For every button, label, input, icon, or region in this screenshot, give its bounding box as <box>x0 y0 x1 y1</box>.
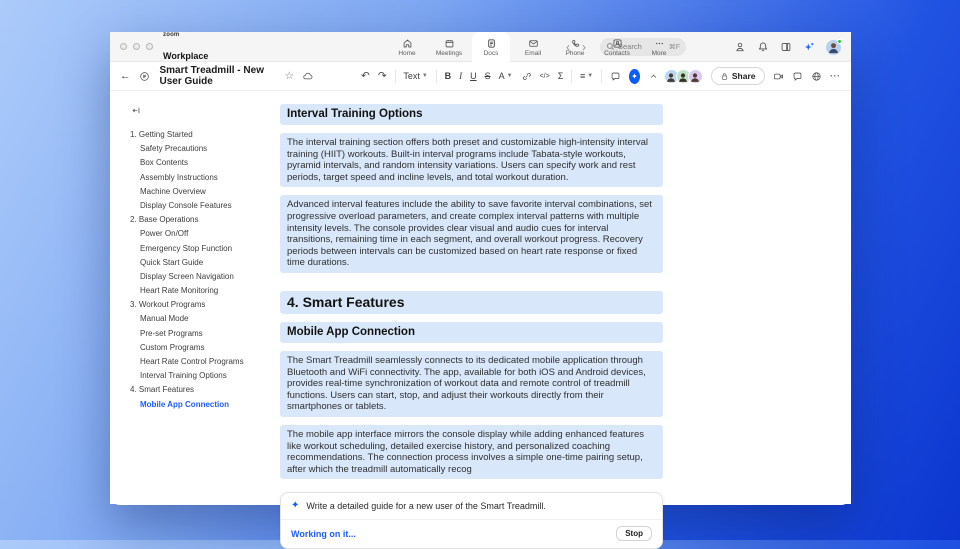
ai-status-row <box>281 520 662 548</box>
doc-toolbar <box>110 62 851 91</box>
more-dots-icon <box>654 38 665 49</box>
sidebar-item[interactable]: 1. Getting Started <box>130 130 193 139</box>
collapse-left-icon <box>130 105 141 116</box>
sidebar-item[interactable]: Heart Rate Monitoring <box>140 286 219 296</box>
chevron-down-icon: ▼ <box>506 73 513 79</box>
side-panel-icon[interactable] <box>780 41 792 53</box>
nav-tab-home[interactable] <box>388 32 426 62</box>
document-icon <box>486 38 497 49</box>
table-of-contents <box>110 91 280 504</box>
toolbar-divider <box>436 70 437 83</box>
text-color-label: A <box>498 70 505 81</box>
logo-workplace-text: Workplace <box>163 51 209 61</box>
home-icon <box>402 38 413 49</box>
nav-tab-meetings[interactable] <box>430 32 468 62</box>
align-icon: ≡ <box>580 70 586 81</box>
toolbar-divider <box>395 70 396 83</box>
share-label: Share <box>731 71 756 81</box>
underline-button[interactable]: U <box>470 70 477 81</box>
text-color-dropdown[interactable] <box>499 72 513 81</box>
sidebar-item[interactable]: Emergency Stop Function <box>140 243 233 253</box>
doc-heading[interactable]: Interval Training Options <box>280 104 663 125</box>
contacts-icon <box>612 38 623 49</box>
collapse-toolbar-icon[interactable] <box>648 71 659 82</box>
sidebar-item[interactable]: Pre-set Programs <box>140 328 203 338</box>
undo-redo-group <box>361 71 387 82</box>
italic-button[interactable]: I <box>459 70 463 81</box>
collapse-sidebar-button[interactable] <box>130 103 280 121</box>
redo-icon[interactable]: ↷ <box>377 69 387 82</box>
sidebar-item[interactable]: Manual Mode <box>140 314 189 324</box>
sidebar-item[interactable]: Display Screen Navigation <box>140 271 234 281</box>
ai-companion-sparkle-icon[interactable] <box>803 41 815 53</box>
nav-label: Phone <box>565 49 585 57</box>
history-forward-icon[interactable]: › <box>582 39 586 54</box>
undo-icon[interactable]: ↶ <box>361 69 370 82</box>
doc-emblem-icon[interactable] <box>139 71 150 82</box>
document-body <box>280 91 663 539</box>
collaborator-avatars <box>667 69 703 84</box>
minimize-window-icon[interactable] <box>133 43 140 50</box>
sidebar-item[interactable]: 4. Smart Features <box>130 385 195 395</box>
close-window-icon[interactable] <box>120 43 127 50</box>
titlebar <box>110 32 851 62</box>
chevron-down-icon: ▼ <box>421 73 428 79</box>
favorite-star-icon[interactable]: ☆ <box>284 69 295 82</box>
profile-icon[interactable] <box>734 41 746 53</box>
doc-title[interactable]: Smart Treadmill - New User Guide <box>159 65 264 87</box>
video-camera-icon[interactable] <box>773 71 784 82</box>
sidebar-item[interactable]: Display Console Features <box>140 200 232 210</box>
nav-label: Meetings <box>435 49 463 57</box>
nav-label: Docs <box>483 49 499 57</box>
notifications-bell-icon[interactable] <box>757 41 769 53</box>
ai-assistant-panel <box>280 492 663 549</box>
sidebar-item[interactable]: Interval Training Options <box>140 371 227 381</box>
more-options-icon[interactable]: ⋯ <box>829 69 842 82</box>
link-icon[interactable] <box>521 71 532 82</box>
nav-label: Contacts <box>604 49 630 57</box>
phone-icon <box>570 38 581 49</box>
nav-label: Email <box>524 49 542 57</box>
sidebar-item[interactable]: Custom Programs <box>140 342 205 352</box>
lock-icon <box>720 72 729 81</box>
globe-icon[interactable] <box>811 71 822 82</box>
logo-zoom-text: zoom <box>163 32 180 38</box>
nav-label: More <box>651 49 667 57</box>
ai-prompt-row <box>281 493 662 520</box>
sidebar-item[interactable]: 2. Base Operations <box>130 215 199 225</box>
sidebar-item[interactable]: Power On/Off <box>140 229 189 239</box>
strikethrough-button[interactable]: S <box>484 70 491 81</box>
nav-tab-contacts[interactable] <box>598 32 636 62</box>
online-status-dot <box>837 39 842 44</box>
nav-tab-more[interactable] <box>640 32 678 62</box>
collaborator-avatar[interactable] <box>688 69 703 84</box>
chevron-down-icon: ▼ <box>587 73 594 79</box>
calendar-icon <box>444 38 455 49</box>
maximize-window-icon[interactable] <box>146 43 153 50</box>
sidebar-item[interactable]: Heart Rate Control Programs <box>140 357 244 366</box>
sidebar-item[interactable]: Box Contents <box>140 158 189 168</box>
doc-paragraph[interactable]: The Smart Treadmill seamlessly connects to its dedicated mobile application through Bluetooth and WiFi connectivity. The app, available for both iOS and Android devices, provides real-time synchronization of workout data and remote control of treadmill functions. Users can start, stop, and adjust their workouts directly from their smartphones or tablets. <box>280 351 663 417</box>
doc-paragraph[interactable]: The mobile app interface mirrors the console display while adding enhanced features like workout scheduling, detailed exercise history, and personalized coaching recommendations. The connection process involves a simple one-time pairing setup, after which the treadmill automatically recog <box>280 425 663 479</box>
nav-label: Home <box>398 49 416 57</box>
nav-tab-email[interactable] <box>514 32 552 62</box>
search-shortcut: ⌘F <box>668 43 680 51</box>
sidebar-item[interactable]: Safety Precautions <box>140 144 208 154</box>
envelope-icon <box>528 38 539 49</box>
doc-paragraph[interactable]: The interval training section offers both preset and customizable high-intensity interval training (HIIT) workouts. Built-in interval programs include Tabata-style workouts, pyramid intervals, and random intensity variations. Users can specify work and rest periods, target speed and incline levels, and total workout duration. <box>280 133 663 187</box>
ai-status-text: Working on it... <box>291 528 356 539</box>
toolbar-divider <box>571 70 572 83</box>
user-avatar[interactable] <box>826 40 841 55</box>
sidebar-item[interactable]: 3. Workout Programs <box>130 300 206 310</box>
ai-companion-button[interactable]: ✦ <box>629 69 640 84</box>
main-nav <box>388 32 678 62</box>
sidebar-item[interactable]: Quick Start Guide <box>140 257 204 267</box>
stop-button[interactable]: Stop <box>616 526 652 541</box>
chat-bubble-icon[interactable] <box>792 71 803 82</box>
back-icon[interactable]: ← <box>120 69 131 82</box>
app-window <box>110 32 851 539</box>
text-style-dropdown[interactable] <box>403 72 427 81</box>
history-back-icon[interactable]: ‹ <box>566 39 570 54</box>
nav-tab-phone[interactable] <box>556 32 594 62</box>
nav-tab-docs[interactable] <box>472 32 510 62</box>
window-controls <box>120 43 153 50</box>
share-button[interactable] <box>711 67 765 85</box>
align-dropdown[interactable] <box>580 72 593 81</box>
titlebar-right-icons <box>734 32 841 62</box>
avatar-photo <box>689 71 701 83</box>
text-style-label: Text <box>403 70 420 81</box>
toolbar-divider <box>601 70 602 83</box>
doc-paragraph[interactable]: Advanced interval features include the ability to save favorite interval combinations, set progressive overload parameters, and create complex interval patterns with multiple intensity levels. The console provides clear visual and audio cues for interval transitions, remaining time in each segment, and overall workout progress. Recovery periods between intervals can be customized based on heart rate response or fixed time durations. <box>280 195 663 273</box>
comment-icon[interactable] <box>610 71 621 82</box>
ai-prompt-text: Write a detailed guide for a new user of the Smart Treadmill. <box>306 501 546 512</box>
search-placeholder: Search <box>618 42 642 51</box>
bold-button[interactable]: B <box>444 70 452 81</box>
cloud-sync-icon <box>302 71 313 82</box>
sidebar-item-active[interactable]: Mobile App Connection <box>140 399 230 409</box>
doc-heading[interactable]: 4. Smart Features <box>280 291 663 314</box>
code-button[interactable]: </> <box>539 72 550 80</box>
formula-button[interactable]: Σ <box>557 70 564 81</box>
content-area <box>110 91 851 539</box>
ai-sparkle-icon: ✦ <box>291 500 300 512</box>
sidebar-item[interactable]: Assembly Instructions <box>140 172 218 182</box>
doc-heading[interactable]: Mobile App Connection <box>280 322 663 343</box>
sidebar-item[interactable]: Machine Overview <box>140 186 206 196</box>
